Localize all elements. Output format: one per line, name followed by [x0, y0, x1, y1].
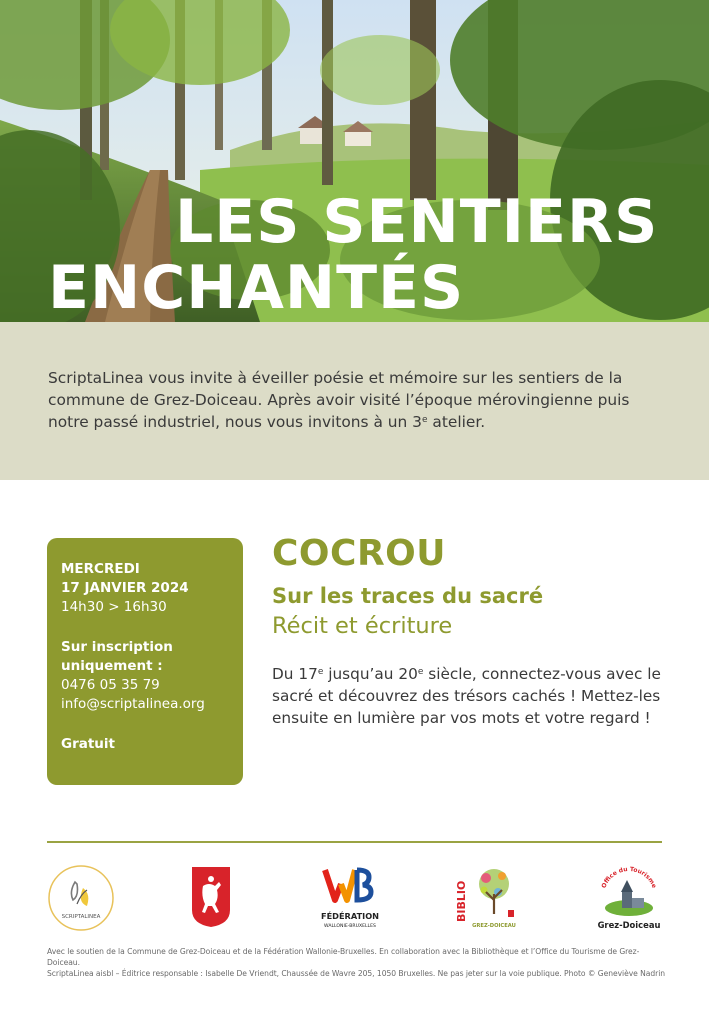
- desc-sup-1: e: [317, 667, 324, 677]
- hero-photo: [0, 0, 709, 322]
- scriptalinea-logo-icon: [47, 864, 115, 932]
- credits-line-2: ScriptaLinea aisbl – Éditrice responsable : Isabelle De Vriendt, Chaussée de Wavre 205, 1050 Bruxelles. Ne pas jeter sur la voie publique. Photo © Geneviève Nadrin: [47, 969, 666, 978]
- event-time: 14h30 > 16h30: [61, 599, 167, 615]
- biblio-sub-label: GREZ-DOICEAU: [472, 923, 516, 929]
- credits-line-1: Avec le soutien de la Commune de Grez-Doiceau et de la Fédération Wallonie-Bruxelles. En collaboration avec la Bibliothèque et l’Office du Tourisme de Grez-Doiceau.: [47, 947, 640, 967]
- federation-wallonie-bruxelles-logo: [317, 866, 383, 930]
- fwb-label-2: WALLONIE-BRUXELLES: [324, 924, 376, 929]
- desc-part-1: Du 17: [272, 665, 318, 683]
- intro-band: [0, 322, 709, 480]
- event-day: MERCREDI: [61, 561, 140, 577]
- office-du-tourisme-logo: [594, 866, 664, 932]
- credits-footer: [47, 946, 667, 979]
- tourisme-name-label: Grez-Doiceau: [597, 920, 661, 930]
- intro-text-main: ScriptaLinea vous invite à éveiller poésie et mémoire sur les sentiers de la commune de Grez-Doiceau. Après avoir visité l’époque mérovingienne puis notre passé industriel, nous vous invitons à un 3: [48, 369, 630, 431]
- section-divider: [47, 841, 662, 843]
- price-label: Gratuit: [61, 736, 115, 752]
- email-address[interactable]: info@scriptalinea.org: [61, 696, 205, 712]
- fwb-label-1: FÉDÉRATION: [320, 911, 380, 921]
- tourisme-arc-label: Office du Tourisme: [600, 866, 658, 890]
- intro-text: [48, 367, 668, 433]
- intro-text-end: atelier.: [427, 413, 486, 431]
- event-place: COCROU: [272, 533, 446, 574]
- title-line-1: LES SENTIERS: [175, 187, 659, 257]
- inscription-label-1: Sur inscription: [61, 639, 173, 655]
- intro-superscript: e: [421, 415, 428, 425]
- event-date: 17 JANVIER 2024: [61, 580, 189, 596]
- phone-number[interactable]: 0476 05 35 79: [61, 677, 160, 693]
- scriptalinea-logo: [47, 864, 115, 932]
- desc-part-3: siècle, connectez-vous avec le sacré et découvrez des trésors cachés ! Mettez-les ensuite en lumière par vos mots et votre regard !: [272, 665, 661, 727]
- poster-title: [0, 187, 709, 322]
- bibliotheque-logo: [456, 864, 520, 930]
- event-details: [272, 532, 672, 729]
- inscription-label-2: uniquement :: [61, 658, 163, 674]
- event-description: [272, 663, 667, 729]
- desc-part-2: jusqu’au 20: [323, 665, 418, 683]
- coat-of-arms-icon: [191, 866, 231, 928]
- grez-doiceau-shield: [191, 866, 231, 928]
- scriptalinea-label: SCRIPTALINEA: [61, 914, 101, 920]
- biblio-label: BIBLIO: [456, 880, 468, 922]
- title-line-2: ENCHANTÉS: [48, 253, 465, 322]
- event-subtitle: Sur les traces du sacré: [272, 584, 544, 608]
- fwb-logo-icon: [317, 866, 383, 930]
- event-info-box: [47, 538, 243, 785]
- biblio-tree-icon: [456, 864, 520, 930]
- event-kind: Récit et écriture: [272, 613, 453, 639]
- tourisme-church-icon: [594, 866, 664, 932]
- desc-sup-2: e: [417, 667, 424, 677]
